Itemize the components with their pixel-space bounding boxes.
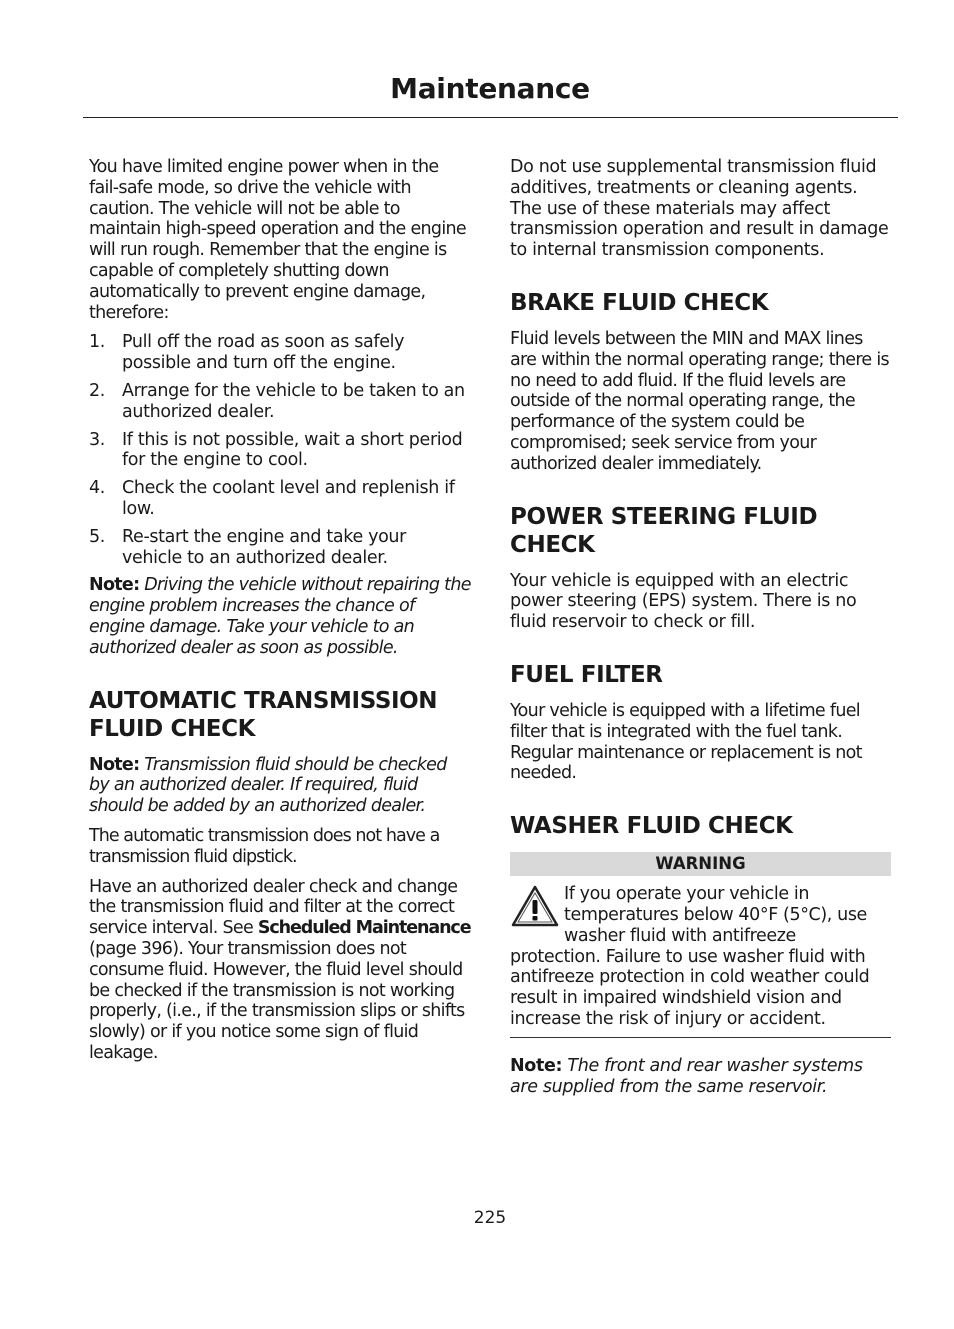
page-number: 225 — [473, 1208, 507, 1228]
atf-heading: AUTOMATIC TRANSMISSION FLUID CHECK — [89, 687, 438, 742]
scheduled-maintenance-link[interactable]: Scheduled Maintenance — [257, 918, 471, 939]
warning-text: If you operate your vehicle in temperatures below 40°F (5°C), use washer fluid with antifreeze protection. Failure to use washer fluid with antifreeze protection in cold weather could result in impaired windshield vision and increase the risk of injury or accident. — [510, 884, 870, 1029]
atf-dipstick-text: The automatic transmission does not have a transmission fluid dipstick. — [89, 825, 440, 867]
left-column — [89, 157, 471, 1073]
list-item: 4. Check the coolant level and replenish if low. — [89, 478, 455, 519]
additives-text: Do not use supplemental transmission fluid additives, treatments or cleaning agents. The use of these materials may affect transmission operation and result in damage to internal transmission components. — [510, 157, 889, 261]
warning-banner: WARNING — [510, 852, 891, 876]
power-steering-text: Your vehicle is equipped with an electric power steering (EPS) system. There is no fluid reservoir to check or fill. — [510, 570, 857, 633]
list-item: 3. If this is not possible, wait a short period for the engine to cool. — [89, 429, 463, 471]
atf-note: Note: Transmission fluid should be checked by an authorized dealer. If required, fluid should be added by an authorized dealer. — [89, 754, 447, 817]
warning-divider — [510, 1037, 891, 1038]
warning-body — [510, 884, 891, 1030]
right-column — [510, 157, 891, 1106]
failsafe-steps — [89, 332, 471, 568]
power-steering-heading: POWER STEERING FLUID CHECK — [510, 503, 818, 558]
header-divider — [83, 117, 898, 118]
list-item: 1. Pull off the road as soon as safely possible and turn off the engine. — [89, 332, 405, 374]
brake-fluid-text: Fluid levels between the MIN and MAX lines are within the normal operating range; there is no need to add fluid. If the fluid levels are outside of the normal operating range, the performance of the system could be compromised; seek service from your authorized dealer immediately. — [510, 328, 889, 474]
brake-fluid-heading: BRAKE FLUID CHECK — [510, 289, 769, 316]
fuel-filter-text: Your vehicle is equipped with a lifetime fuel filter that is integrated with the fuel tank. Regular maintenance or replacement is not needed. — [510, 700, 862, 784]
failsafe-intro: You have limited engine power when in the fail-safe mode, so drive the vehicle with caution. The vehicle will not be able to maintain high-speed operation and the engine will run rough. Remember that the engine is capable of completely shutting down automatically to prevent engine damage, therefore: — [89, 157, 466, 323]
list-item: 5. Re-start the engine and take your vehicle to an authorized dealer. — [89, 526, 407, 568]
atf-service-text: Have an authorized dealer check and change the transmission fluid and filter at the correct service interval. See Scheduled Maintenance (page 396). Your transmission does not consume fluid. However, the fluid level should be checked if the transmission is not working properly, (i.e., if the transmission slips or shifts slowly) or if you notice some sign of fluid leakage. — [89, 876, 471, 1063]
washer-note: Note: The front and rear washer systems are supplied from the same reservoir. — [510, 1055, 863, 1097]
list-item: 2. Arrange for the vehicle to be taken to an authorized dealer. — [89, 380, 465, 422]
washer-fluid-heading: WASHER FLUID CHECK — [510, 813, 793, 840]
warning-triangle-icon — [510, 884, 560, 928]
page-title: Maintenance — [390, 72, 590, 105]
failsafe-note: Note: Driving the vehicle without repairing the engine problem increases the chance of engine damage. Take your vehicle to an authorized dealer as soon as possible. — [89, 575, 471, 658]
fuel-filter-heading: FUEL FILTER — [510, 661, 663, 688]
